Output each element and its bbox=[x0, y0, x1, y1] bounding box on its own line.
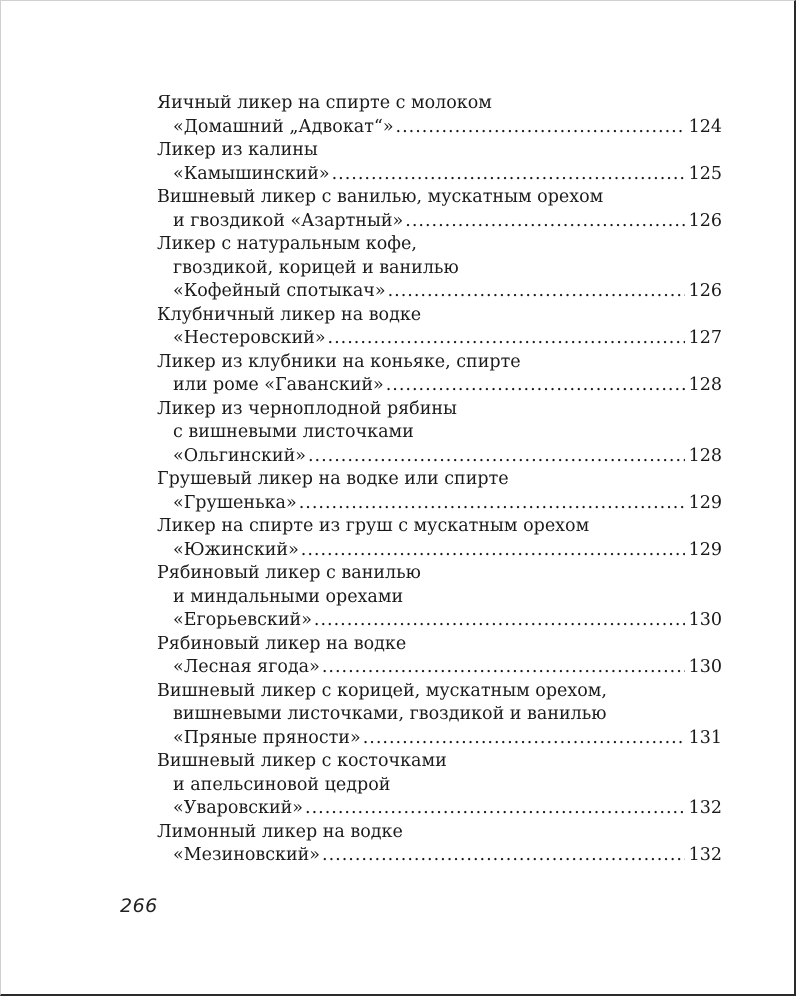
toc-entry-continuation bbox=[157, 421, 722, 445]
toc-entry-final-line bbox=[157, 280, 722, 304]
toc-entry bbox=[157, 233, 722, 304]
dot-leader bbox=[299, 492, 685, 516]
toc-page-number: 132 bbox=[688, 798, 722, 818]
toc-page-number: 128 bbox=[688, 445, 722, 466]
toc-entry-continuation bbox=[157, 586, 722, 610]
toc-page-number: 124 bbox=[688, 116, 722, 137]
toc-entry-text: Ликер на спирте из груш с мускатным орехом bbox=[157, 516, 590, 536]
dot-leader bbox=[363, 727, 685, 751]
toc-entry bbox=[157, 515, 722, 562]
toc-entry-text: Ликер из клубники на коньяке, спирте bbox=[157, 351, 521, 372]
toc-entry-title bbox=[157, 515, 722, 539]
dot-leader bbox=[388, 280, 685, 304]
toc-entry bbox=[157, 398, 722, 469]
table-of-contents bbox=[157, 92, 722, 868]
dot-leader bbox=[396, 116, 685, 140]
toc-entry-title bbox=[157, 750, 722, 774]
toc-page-number: 126 bbox=[688, 210, 722, 231]
toc-entry-name: «Мезиновский» bbox=[173, 845, 321, 865]
toc-entry-name: «Домашний „Адвокат“» bbox=[173, 116, 394, 137]
toc-entry-text: Ликер с натуральным кофе, bbox=[157, 234, 417, 254]
toc-entry-text: с вишневыми листочками bbox=[173, 422, 414, 442]
toc-entry-text: Вишневый ликер с ванилью, мускатным орехом bbox=[157, 187, 604, 207]
toc-entry-final-line bbox=[157, 445, 722, 469]
toc-entry-name: «Южинский» bbox=[173, 539, 299, 560]
toc-page-number: 129 bbox=[688, 539, 722, 560]
toc-page-number: 131 bbox=[688, 727, 722, 748]
toc-entry-final-line bbox=[157, 492, 722, 516]
toc-entry-final-line bbox=[157, 656, 722, 680]
toc-entry bbox=[157, 186, 722, 233]
toc-entry bbox=[157, 304, 722, 351]
toc-entry bbox=[157, 92, 722, 139]
dot-leader bbox=[305, 797, 685, 821]
toc-entry-final-line bbox=[157, 116, 722, 140]
toc-entry bbox=[157, 633, 722, 680]
toc-page-number: 129 bbox=[688, 492, 722, 513]
toc-entry-title bbox=[157, 468, 722, 492]
toc-entry-text: Вишневый ликер с косточками bbox=[157, 751, 447, 771]
page-number: 266 bbox=[120, 895, 158, 917]
toc-entry-text: Клубничный ликер на водке bbox=[157, 304, 422, 325]
dot-leader bbox=[328, 327, 685, 351]
toc-entry-text: Рябиновый ликер с ванилью bbox=[157, 563, 421, 583]
dot-leader bbox=[322, 844, 685, 868]
toc-entry-name: и гвоздикой «Азартный» bbox=[173, 210, 404, 231]
toc-entry-text: Ликер из черноплодной рябины bbox=[157, 398, 457, 419]
toc-entry-text: гвоздикой, корицей и ванилью bbox=[173, 257, 459, 278]
toc-entry bbox=[157, 821, 722, 868]
dot-leader bbox=[332, 163, 685, 187]
toc-entry bbox=[157, 468, 722, 515]
toc-entry-text: Ликер из калины bbox=[157, 140, 318, 160]
toc-entry-text: Лимонный ликер на водке bbox=[157, 821, 403, 842]
toc-entry-final-line bbox=[157, 844, 722, 868]
toc-entry-final-line bbox=[157, 374, 722, 398]
toc-entry-final-line bbox=[157, 609, 722, 633]
toc-entry-title bbox=[157, 562, 722, 586]
toc-entry-continuation bbox=[157, 257, 722, 281]
toc-entry-name: или роме «Гаванский» bbox=[173, 375, 384, 395]
dot-leader bbox=[301, 539, 685, 563]
toc-entry bbox=[157, 680, 722, 751]
dot-leader bbox=[314, 609, 685, 633]
toc-entry-text: и апельсиновой цедрой bbox=[173, 774, 391, 795]
toc-entry-continuation bbox=[157, 703, 722, 727]
toc-entry-continuation bbox=[157, 774, 722, 798]
toc-entry bbox=[157, 750, 722, 821]
toc-entry-text: вишневыми листочками, гвоздикой и ванилью bbox=[173, 704, 607, 724]
dot-leader bbox=[308, 445, 685, 469]
toc-entry-title bbox=[157, 398, 722, 422]
toc-entry bbox=[157, 351, 722, 398]
toc-entry-text: Яичный ликер на спирте с молоком bbox=[157, 93, 492, 113]
toc-entry-final-line bbox=[157, 797, 722, 821]
toc-entry-text: Грушевый ликер на водке или спирте bbox=[157, 469, 509, 489]
toc-entry bbox=[157, 562, 722, 633]
toc-entry-title bbox=[157, 821, 722, 845]
toc-page-number: 128 bbox=[688, 375, 722, 395]
dot-leader bbox=[322, 656, 685, 680]
toc-entry bbox=[157, 139, 722, 186]
toc-entry-final-line bbox=[157, 163, 722, 187]
toc-entry-name: «Камышинский» bbox=[173, 163, 330, 184]
toc-page-number: 132 bbox=[688, 845, 722, 865]
toc-entry-text: Рябиновый ликер на водке bbox=[157, 633, 407, 654]
toc-page-number: 130 bbox=[688, 657, 722, 677]
toc-entry-title bbox=[157, 680, 722, 704]
toc-entry-title bbox=[157, 92, 722, 116]
toc-entry-name: «Уваровский» bbox=[173, 798, 304, 818]
toc-entry-name: «Пряные пряности» bbox=[173, 727, 361, 748]
toc-page-number: 130 bbox=[688, 610, 722, 630]
toc-page-number: 126 bbox=[688, 281, 722, 301]
toc-entry-title bbox=[157, 304, 722, 328]
dot-leader bbox=[386, 374, 685, 398]
toc-entry-text: и миндальными орехами bbox=[173, 586, 404, 607]
toc-entry-title bbox=[157, 633, 722, 657]
toc-entry-final-line bbox=[157, 727, 722, 751]
toc-entry-name: «Ольгинский» bbox=[173, 445, 306, 466]
toc-entry-text: Вишневый ликер с корицей, мускатным орехом, bbox=[157, 680, 607, 701]
dot-leader bbox=[405, 210, 684, 234]
toc-entry-final-line bbox=[157, 327, 722, 351]
toc-entry-final-line bbox=[157, 210, 722, 234]
toc-entry-name: «Егорьевский» bbox=[173, 610, 312, 630]
toc-entry-final-line bbox=[157, 539, 722, 563]
toc-page-number: 127 bbox=[688, 328, 722, 348]
toc-entry-title bbox=[157, 351, 722, 375]
toc-entry-title bbox=[157, 186, 722, 210]
toc-entry-name: «Кофейный спотыкач» bbox=[173, 281, 386, 301]
toc-entry-title bbox=[157, 139, 722, 163]
toc-entry-name: «Нестеровский» bbox=[173, 328, 326, 348]
toc-entry-title bbox=[157, 233, 722, 257]
toc-entry-name: «Грушенька» bbox=[173, 492, 297, 513]
toc-entry-name: «Лесная ягода» bbox=[173, 657, 320, 677]
toc-page-number: 125 bbox=[688, 163, 722, 184]
